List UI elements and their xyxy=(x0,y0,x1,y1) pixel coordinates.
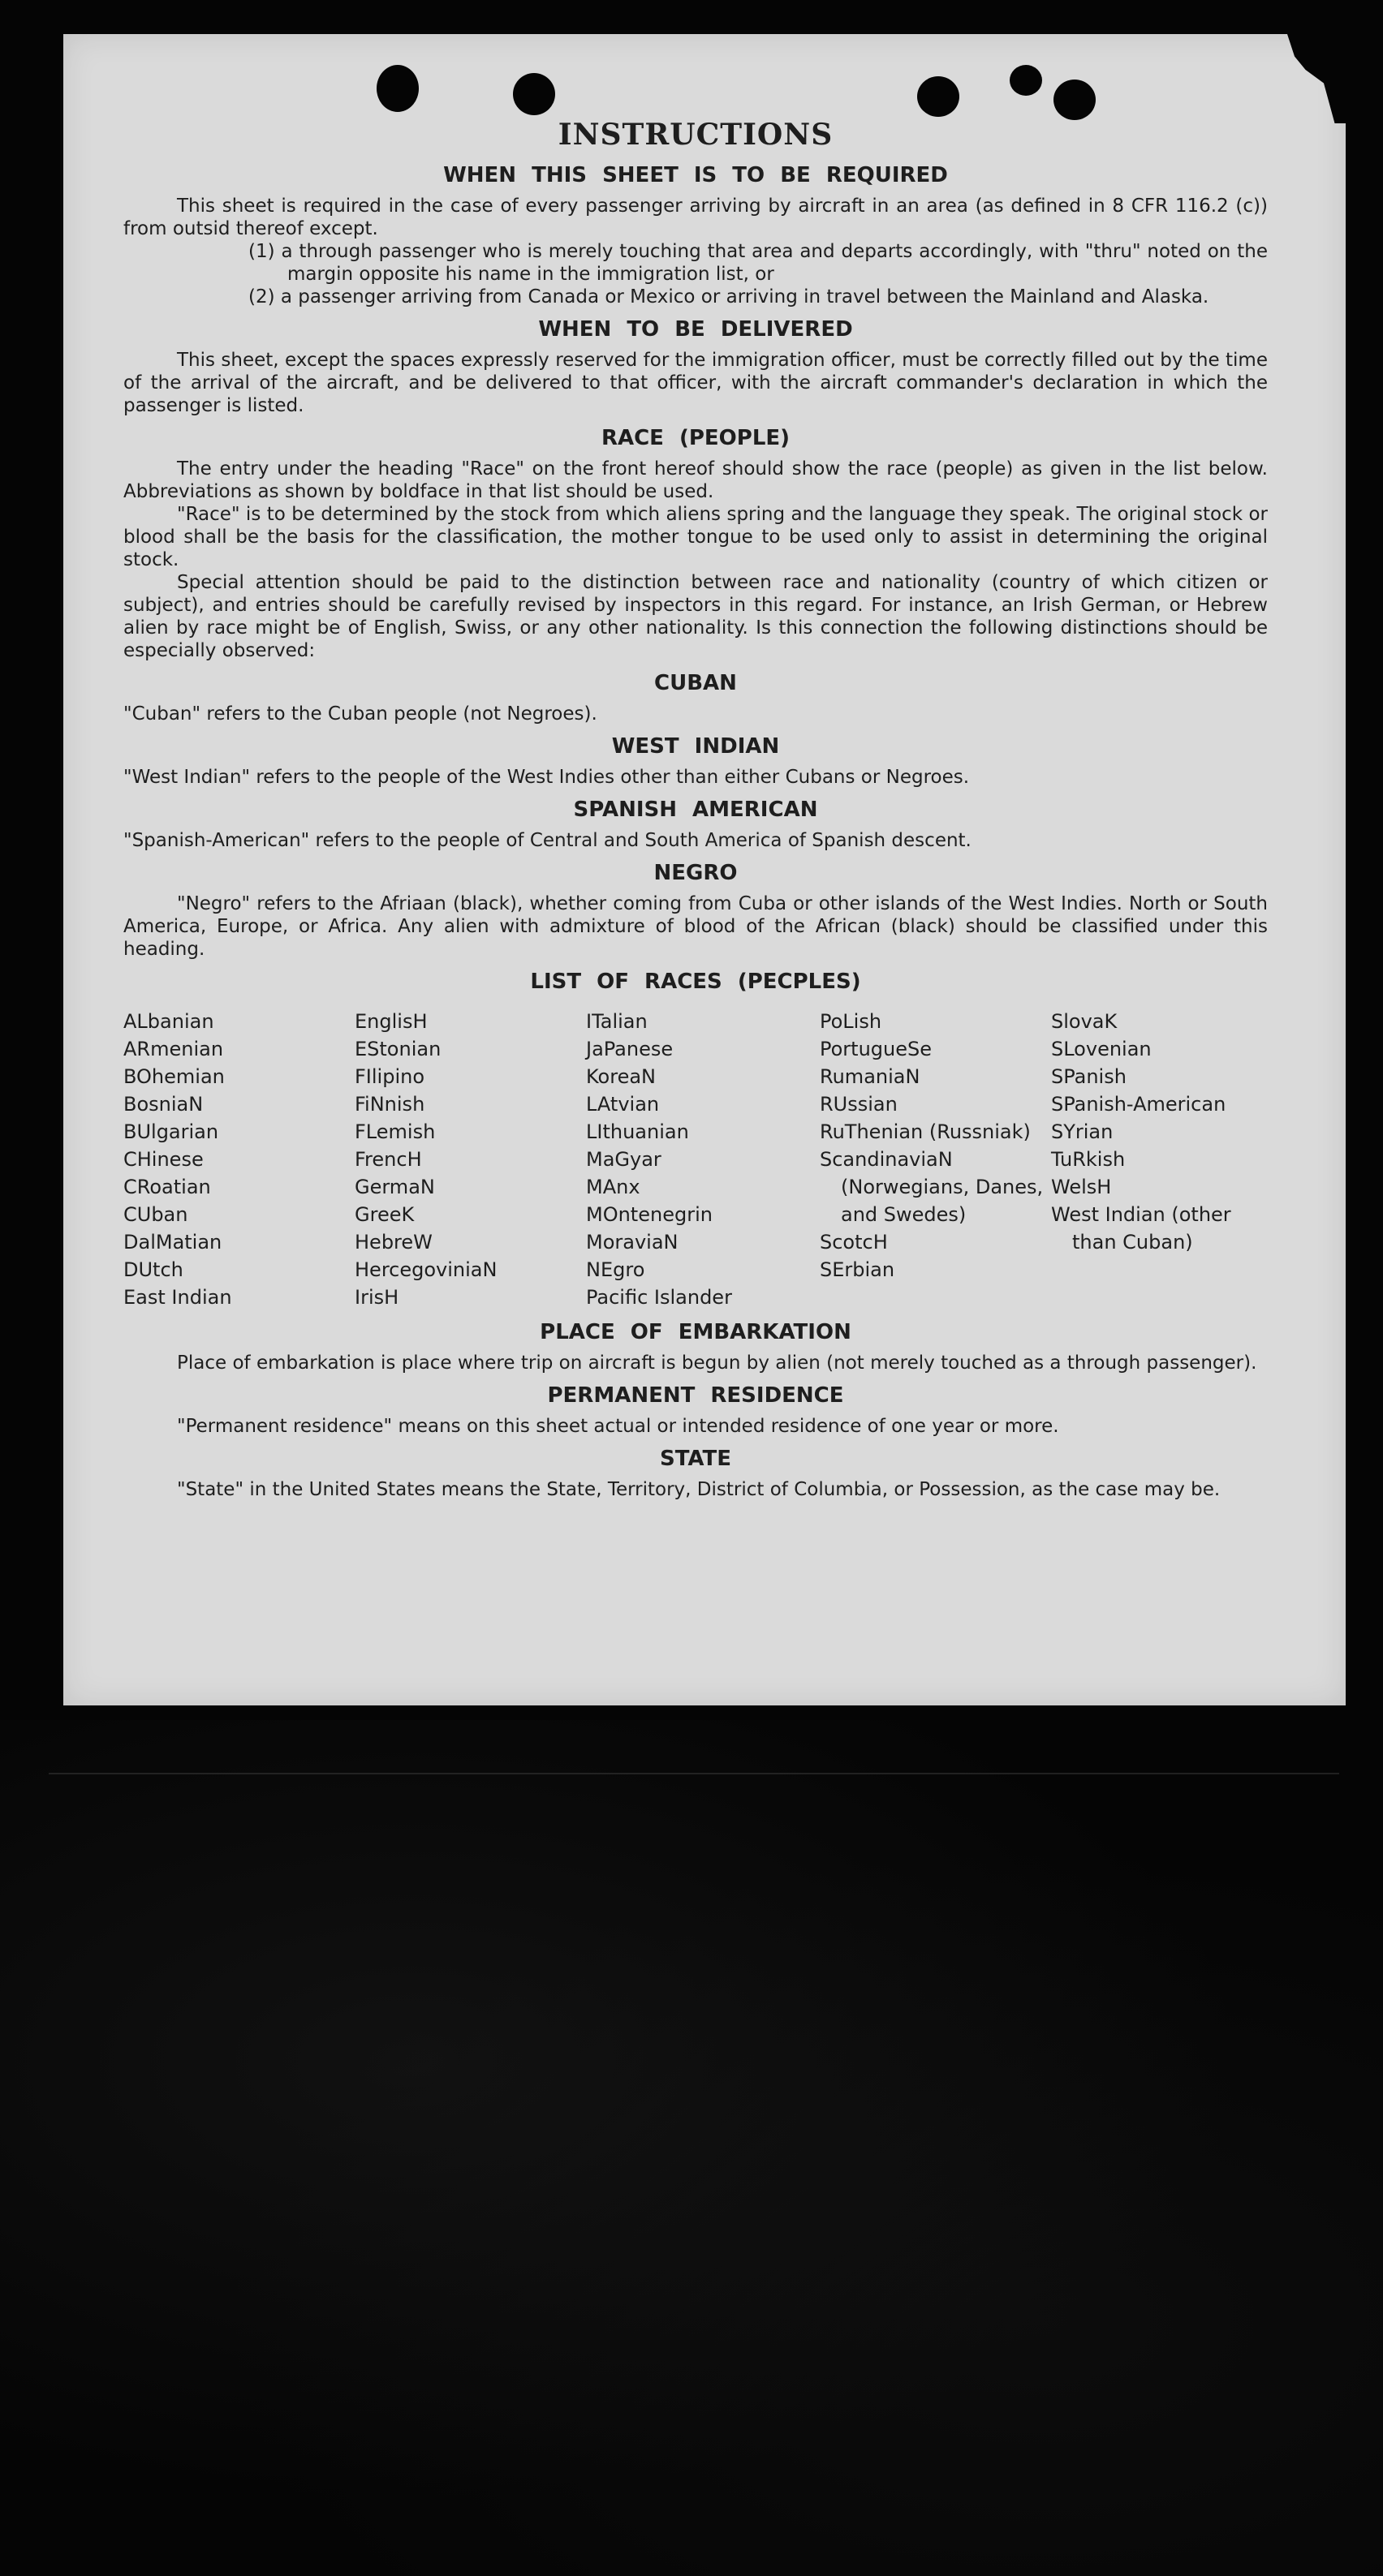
when-delivered-heading: WHEN TO BE DELIVERED xyxy=(538,317,853,342)
races-column xyxy=(1051,1008,1270,1311)
race-entry: MoraviaN xyxy=(586,1231,679,1254)
race-paragraph: The entry under the heading "Race" on the front hereof should show the race (people) as given in the list below. Abbreviations as shown by boldface in that list should be used. xyxy=(123,458,1268,502)
race-paragraph: "Race" is to be determined by the stock from which aliens spring and the language they speak. The original stock or blood shall be the basis for the classification, the mother tongue to be used only to assist in determining the original stock. xyxy=(123,504,1268,570)
race-entry: West Indian (other than Cuban) xyxy=(1051,1203,1231,1254)
when-required-intro: This sheet is required in the case of every passenger arriving by aircraft in an area (as defined in 8 CFR 116.2 (c)) from outsid thereof except. xyxy=(123,196,1268,239)
page-title: INSTRUCTIONS xyxy=(558,118,834,152)
punch-hole xyxy=(917,76,959,117)
exception-item-2: (2) a passenger arriving from Canada or Mexico or arriving in travel between the Mainland and Alaska. xyxy=(248,286,1209,307)
race-entry: EStonian xyxy=(355,1038,442,1060)
race-entry: East Indian xyxy=(123,1286,232,1309)
race-entry: EnglisH xyxy=(355,1010,428,1033)
races-column xyxy=(586,1008,820,1311)
race-entry: SPanish-American xyxy=(1051,1093,1226,1116)
race-entry: ARmenian xyxy=(123,1038,224,1060)
race-entry: MOntenegrin xyxy=(586,1203,713,1226)
race-entry: BosniaN xyxy=(123,1093,204,1116)
negro-heading: NEGRO xyxy=(653,861,738,885)
when-required-heading: WHEN THIS SHEET IS TO BE REQUIRED xyxy=(443,163,948,187)
west-indian-text: "West Indian" refers to the people of the West Indies other than either Cubans or Negroes. xyxy=(123,767,970,788)
races-column xyxy=(355,1008,586,1311)
race-entry: BUlgarian xyxy=(123,1120,219,1143)
race-entry: DalMatian xyxy=(123,1231,222,1254)
race-paragraph: Special attention should be paid to the distinction between race and nationality (country of which citizen or subject), and entries should be carefully revised by inspectors in this regard. For instance, an Irish German, or Hebrew alien by race might be of English, Swiss, or any other nationality. Is this connection the following distinctions should be especially observed: xyxy=(123,572,1268,661)
races-column xyxy=(820,1008,1051,1311)
list-of-races-heading: LIST OF RACES (PECPLES) xyxy=(530,970,861,994)
race-entry: PoLish xyxy=(820,1010,882,1033)
race-entry: ScotcH xyxy=(820,1231,888,1254)
races-list xyxy=(123,1008,1268,1311)
exception-item-1: (1) a through passenger who is merely touching that area and departs accordingly, with "thru" noted on the margin opposite his name in the immigration list, or xyxy=(248,241,1268,285)
race-entry: HebreW xyxy=(355,1231,433,1254)
cuban-text: "Cuban" refers to the Cuban people (not Negroes). xyxy=(123,703,597,725)
race-entry: CRoatian xyxy=(123,1176,211,1198)
spanish-american-text: "Spanish-American" refers to the people of Central and South America of Spanish descent. xyxy=(123,830,972,851)
place-of-embarkation-text: Place of embarkation is place where trip on aircraft is begun by alien (not merely touched as a through passenger). xyxy=(177,1353,1257,1374)
race-entry: Pacific Islander xyxy=(586,1286,732,1309)
race-entry: SLovenian xyxy=(1051,1038,1152,1060)
race-entry: SErbian xyxy=(820,1258,895,1281)
punch-hole xyxy=(1053,80,1096,120)
west-indian-heading: WEST INDIAN xyxy=(611,734,780,759)
race-entry: PortugueSe xyxy=(820,1038,932,1060)
race-entry: NEgro xyxy=(586,1258,645,1281)
race-entry: GreeK xyxy=(355,1203,415,1226)
permanent-residence-text: "Permanent residence" means on this sheet actual or intended residence of one year or more. xyxy=(177,1416,1059,1437)
race-entry: HercegoviniaN xyxy=(355,1258,498,1281)
race-entry: FIlipino xyxy=(355,1065,425,1088)
scan-background xyxy=(0,1720,1383,2576)
race-entry: FiNnish xyxy=(355,1093,425,1116)
race-entry: ScandinaviaN (Norwegians, Danes, and Swedes) xyxy=(820,1148,1044,1226)
document-sheet xyxy=(63,34,1346,1705)
race-entry: SYrian xyxy=(1051,1120,1114,1143)
race-entry: ALbanian xyxy=(123,1010,214,1033)
race-entry: RuThenian (Russniak) xyxy=(820,1120,1031,1143)
race-entry: JaPanese xyxy=(586,1038,674,1060)
race-entry: IrisH xyxy=(355,1286,399,1309)
race-entry: WelsH xyxy=(1051,1176,1112,1198)
race-entry: DUtch xyxy=(123,1258,183,1281)
race-entry: RUssian xyxy=(820,1093,898,1116)
cuban-heading: CUBAN xyxy=(654,671,737,695)
scan-artifact-line xyxy=(49,1773,1339,1774)
race-entry: MAnx xyxy=(586,1176,640,1198)
instructions-content xyxy=(123,115,1268,1501)
race-entry: CHinese xyxy=(123,1148,204,1171)
race-entry: FrencH xyxy=(355,1148,422,1171)
race-heading: RACE (PEOPLE) xyxy=(601,426,791,450)
when-delivered-text: This sheet, except the spaces expressly reserved for the immigration officer, must be correctly filled out by the time of the arrival of the aircraft, and be delivered to that officer, with the aircraft commander's declaration in which the passenger is listed. xyxy=(123,350,1268,416)
punch-hole xyxy=(377,65,419,112)
race-entry: FLemish xyxy=(355,1120,436,1143)
permanent-residence-heading: PERMANENT RESIDENCE xyxy=(547,1383,844,1408)
torn-corner xyxy=(1273,34,1346,123)
race-entry: SPanish xyxy=(1051,1065,1127,1088)
state-heading: STATE xyxy=(659,1447,732,1471)
race-entry: ITalian xyxy=(586,1010,648,1033)
spanish-american-heading: SPANISH AMERICAN xyxy=(573,798,818,822)
race-entry: MaGyar xyxy=(586,1148,661,1171)
race-entry: CUban xyxy=(123,1203,188,1226)
races-column xyxy=(123,1008,355,1311)
race-entry: LIthuanian xyxy=(586,1120,689,1143)
race-entry: TuRkish xyxy=(1051,1148,1126,1171)
negro-text: "Negro" refers to the Afriaan (black), whether coming from Cuba or other islands of the West Indies. North or South America, Europe, or Africa. Any alien with admixture of blood of the African (black) should be classified under this heading. xyxy=(123,893,1268,960)
race-entry: SlovaK xyxy=(1051,1010,1118,1033)
punch-hole xyxy=(513,73,555,115)
punch-hole xyxy=(1010,65,1042,96)
race-entry: LAtvian xyxy=(586,1093,660,1116)
race-entry: RumaniaN xyxy=(820,1065,920,1088)
place-of-embarkation-heading: PLACE OF EMBARKATION xyxy=(540,1320,851,1344)
race-entry: BOhemian xyxy=(123,1065,225,1088)
race-entry: GermaN xyxy=(355,1176,435,1198)
race-entry: KoreaN xyxy=(586,1065,656,1088)
state-text: "State" in the United States means the State, Territory, District of Columbia, or Possession, as the case may be. xyxy=(177,1479,1221,1500)
